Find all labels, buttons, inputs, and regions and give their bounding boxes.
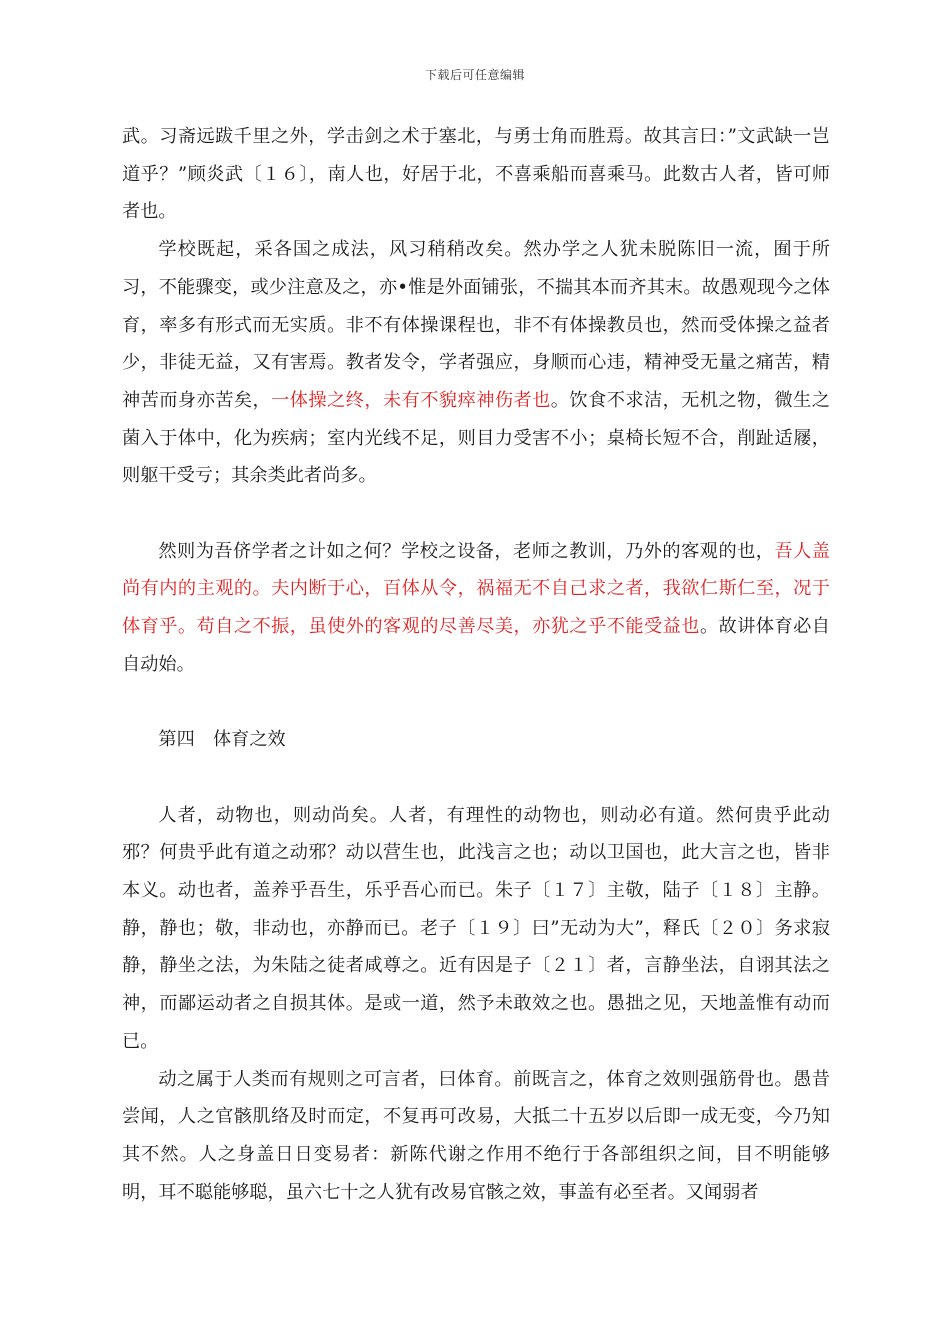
paragraph-2	[122, 231, 830, 495]
document-body	[122, 118, 830, 1211]
paragraph-3-highlight: 吾人盖尚有内的主观的。夫内断于心，百体从令，祸福无不自己求之者，我欲仁斯仁至，况于体育乎。苟自之不振，虽使外的客观的尽善尽美，亦犹之乎不能受益也	[122, 540, 830, 638]
paragraph-4: 人者，动物也，则动尚矣。人者，有理性的动物也，则动必有道。然何贵乎此动邪？何贵乎此有道之动邪？动以营生也，此浅言之也；动以卫国也，此大言之也，皆非本义。动也者，盖养乎吾生，乐乎吾心而已。朱子〔１７〕主敬，陆子〔１８〕主静。静，静也；敬，非动也，亦静而已。老子〔１９〕曰”无动为大”，释氏〔２０〕务求寂静，静坐之法，为朱陆之徒者咸尊之。近有因是子〔２１〕者，言静坐法，自诩其法之神，而鄙运动者之自损其体。是或一道，然予未敢效之也。愚拙之见，天地盖惟有动而已。	[122, 804, 830, 1052]
paragraph-gap	[122, 684, 830, 722]
paragraph-gap	[122, 759, 830, 797]
page-header: 下载后可任意编辑	[424, 68, 525, 82]
paragraph-3-text-a: 然则为吾侪学者之计如之何？学校之设备，老师之教训，乃外的客观的也，	[158, 540, 775, 562]
paragraph-1: 武。习斋远跋千里之外，学击剑之术于塞北，与勇士角而胜焉。故其言曰：”文武缺一岂道乎？”顾炎武〔１６〕，南人也，好居于北，不喜乘船而喜乘马。此数古人者，皆可师者也。	[122, 126, 830, 223]
paragraph-3	[122, 533, 830, 684]
paragraph-3-text-b: 。故讲体育必自自动始。	[122, 616, 830, 675]
paragraph-2-text-b: 。饮食不求洁，无机之物，微生之菌入于体中，化为疾病；室内光线不足，则目力受害不小；桌椅长短不合，削趾适屦，则躯干受亏；其余类此者尚多。	[122, 389, 830, 487]
paragraph-gap	[122, 495, 830, 533]
paragraph-2-text-a: 学校既起，采各国之成法，风习稍稍改矣。然办学之人犹未脱陈旧一流，囿于所习，不能骤变，或少注意及之，亦•惟是外面铺张，不揣其本而齐其末。故愚观现今之体育，率多有形式而无实质。非不有体操课程也，非不有体操教员也，然而受体操之益者少，非徒无益，又有害焉。教者发令，学者强应，身顺而心违，精神受无量之痛苦，精神苦而身亦苦矣，	[122, 239, 830, 411]
paragraph-5: 动之属于人类而有规则之可言者，曰体育。前既言之，体育之效则强筋骨也。愚昔尝闻，人之官骸肌络及时而定，不复再可改易，大抵二十五岁以后即一成无变，今乃知其不然。人之身盖日日变易者：新陈代谢之作用不绝行于各部组织之间，目不明能够明，耳不聪能够聪，虽六七十之人犹有改易官骸之效，事盖有必至者。又闻弱者	[122, 1068, 830, 1203]
section-heading: 第四 体育之效	[158, 729, 286, 751]
paragraph-2-highlight: 一体操之终，未有不貌瘁神伤者也	[271, 389, 551, 411]
